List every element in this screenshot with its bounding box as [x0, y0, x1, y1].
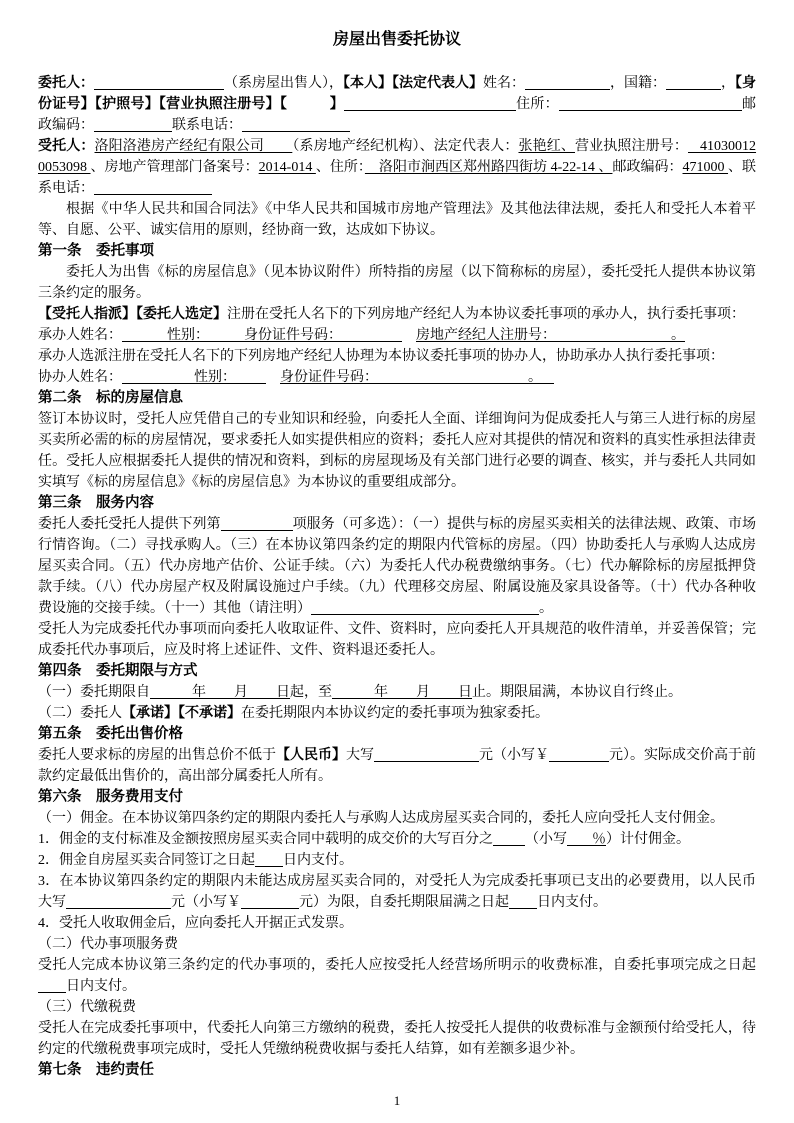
commission-percent-figures-blank[interactable]	[567, 831, 592, 846]
article-6-tax-heading	[38, 997, 756, 1018]
article-1-heading	[38, 241, 756, 262]
bold-text-run: 【受托人指派】【委托人选定】	[38, 307, 227, 322]
text-run: （一）佣金。在本协议第四条约定的期限内委托人与承购人达成房屋买卖合同的，委托人应向受托人支付佣金。	[38, 811, 724, 826]
term-start-date-blank: 年 月 日	[150, 685, 290, 700]
text-run: 营业执照注册号：	[575, 139, 689, 154]
bold-text-run: 【本人】【法定代表人】	[343, 76, 483, 91]
bold-text-run: 【承诺】【不承诺】	[122, 706, 241, 721]
text-run: 第五条 委托出售价格	[38, 726, 183, 742]
other-services-blank[interactable]	[311, 600, 539, 615]
agent-legal-rep-name: 张艳红、	[518, 139, 575, 154]
article-6-item-4	[38, 913, 756, 934]
text-run: （系房地产经纪机构）、法定代表人：	[292, 139, 519, 154]
article-6-agency-fee-heading	[38, 934, 756, 955]
agent-designation-paragraph	[38, 304, 756, 325]
text-run: （系房屋出售人），	[224, 76, 343, 91]
document-title: 房屋出售委托协议	[332, 31, 461, 48]
expense-limit-figures-blank[interactable]	[241, 894, 299, 909]
handler-name-blank[interactable]	[122, 327, 167, 342]
text-run: （三）代缴税费	[38, 1000, 136, 1015]
assistant-name-blank[interactable]	[122, 369, 194, 384]
text-run: 。	[539, 601, 553, 616]
underlined-text-run: 身份证件号码：	[244, 328, 342, 343]
agent-phone-blank[interactable]	[94, 180, 212, 195]
text-run: 住所：	[515, 97, 559, 112]
bold-text-run: 【身份证号】【护照号】【营业执照注册号】【	[38, 76, 756, 112]
article-7-heading	[38, 1060, 756, 1081]
text-run: 、房地产管理部门备案号：	[90, 160, 259, 175]
assistant-designation-paragraph	[38, 346, 756, 367]
agent-company-name: 洛阳洛港房产经纪有限公司	[94, 139, 293, 154]
text-run: 受托人完成本协议第三条约定的代办事项的，委托人应按受托人经营场所明示的收费标准，自委托事项完成之日起	[38, 958, 756, 973]
article-5-body	[38, 745, 756, 787]
handler-gender-blank[interactable]	[209, 327, 244, 342]
text-run: 委托人委托受托人提供下列第	[38, 517, 221, 532]
text-run: 注册在受托人名下的下列房地产经纪人为本协议委托事项的承办人，执行委托事项：	[227, 307, 745, 322]
text-run: 大写	[346, 748, 374, 763]
text-run: 止。期限届满，本协议自行终止。	[472, 685, 682, 700]
article-4-exclusive-line	[38, 703, 756, 724]
underlined-text-run: 房地产经纪人注册号：	[416, 328, 556, 343]
handler-registration-blank[interactable]	[556, 327, 671, 342]
agent-filing-number: 2014-014	[258, 160, 316, 175]
handler-id-blank[interactable]	[342, 327, 402, 342]
commission-payment-days-blank[interactable]	[255, 852, 283, 867]
article-3-heading	[38, 493, 756, 514]
text-run: （一）委托期限自	[38, 685, 150, 700]
text-run: 第二条 标的房屋信息	[38, 390, 183, 406]
text-run: 第七条 违约责任	[38, 1062, 154, 1078]
text-run: 第一条 委托事项	[38, 243, 154, 259]
text-run	[266, 370, 280, 385]
service-fee-days-blank[interactable]	[38, 978, 66, 993]
text-run: 第三条 服务内容	[38, 495, 154, 511]
text-run: 承办人姓名：	[38, 328, 122, 343]
text-run: 1．佣金的支付标准及金额按照房屋买卖合同中载明的成交价的大写百分之	[38, 832, 493, 847]
client-phone-blank[interactable]	[242, 117, 350, 132]
agent-license-number: 410300120053098	[38, 139, 757, 175]
page-number: 1	[393, 1093, 401, 1108]
term-end-date-blank: 年 月 日	[332, 685, 472, 700]
underlined-text-run: 。	[528, 370, 542, 385]
selected-services-blank[interactable]	[221, 516, 293, 531]
text-run: 4．受托人收取佣金后，应向委托人开据正式发票。	[38, 916, 353, 931]
underlined-text-run: 身份证件号码：	[280, 370, 378, 385]
text-run: 第四条 委托期限与方式	[38, 663, 198, 679]
text-run: 承办人选派注册在受托人名下的下列房地产经纪人协理为本协议委托事项的协办人，协助承办人执行委托事项：	[38, 349, 724, 364]
agent-postcode: 471000	[682, 160, 729, 175]
text-run: 委托人为出售《标的房屋信息》（见本协议附件）所特指的房屋（以下简称标的房屋），委托受托人提供本协议第三条约定的服务。	[38, 265, 756, 301]
text-run: 邮政编码：	[38, 97, 757, 133]
article-4-term-line	[38, 682, 756, 703]
article-6-heading	[38, 787, 756, 808]
text-run: 日内支付。	[283, 853, 353, 868]
assistant-gender-blank[interactable]	[236, 369, 266, 384]
text-run: 根据《中华人民共和国合同法》《中华人民共和国城市房地产管理法》及其他法律法规，委托人和受托人本着平等、自愿、公平、诚实信用的原则，经协商一致，达成如下协议。	[38, 202, 756, 238]
text-run: ，国籍：	[610, 76, 666, 91]
price-in-words-blank[interactable]	[374, 747, 479, 762]
article-1-body	[38, 262, 756, 304]
text-run: ，	[721, 76, 735, 91]
client-name-blank[interactable]	[94, 75, 224, 90]
article-6-item-3	[38, 871, 756, 913]
underlined-text-run: ％	[592, 832, 606, 847]
handler-info-line	[38, 325, 756, 346]
client-address-blank[interactable]	[559, 96, 742, 111]
text-run: （二）委托人	[38, 706, 122, 721]
text-run: 项服务（可多选）：（一）提供与标的房屋买卖相关的法律法规、政策、市场行情咨询。（二）寻找承购人。（三）在本协议第四条约定的期限内代管标的房屋。（四）协助委托人与承购人达成房屋买卖合同。（五）代办房地产估价、公证手续。（六）为委托人代办税费缴纳事务。（七）代办解除标的房屋抵押贷款手续。（八）代办房屋产权及附属设施过户手续。（九）代理移交房屋、附属设施及家具设备等。（十）代办各种收费设施的交接手续。（十一）其他（请注明）	[38, 517, 757, 616]
document-body	[38, 73, 756, 1081]
article-6-item-1	[38, 829, 756, 850]
text-run: 起，至	[290, 685, 332, 700]
agent-address: 洛阳市涧西区郑州路四街坊 4-22-14 、	[364, 160, 613, 175]
article-6-tax-body	[38, 1018, 756, 1060]
text-run: 元（小写￥	[479, 748, 549, 763]
text-run	[402, 328, 416, 343]
text-run: 、联系电话：	[38, 160, 757, 196]
text-run: 姓名：	[483, 76, 525, 91]
text-run: 邮政编码：	[612, 160, 683, 175]
article-2-heading	[38, 388, 756, 409]
price-in-figures-blank[interactable]	[549, 747, 609, 762]
bold-text-run: 【人民币】	[276, 748, 346, 763]
text-run: 2．佣金自房屋买卖合同签订之日起	[38, 853, 255, 868]
text-run	[287, 97, 330, 112]
underlined-text-run: 。	[671, 328, 685, 343]
expense-limit-words-blank[interactable]	[66, 894, 171, 909]
article-3-documents	[38, 619, 756, 661]
client-label: 委托人：	[38, 76, 94, 91]
text-run: 、住所：	[315, 160, 365, 175]
assistant-id-blank-tail[interactable]	[542, 369, 554, 384]
text-run: 受托人在完成委托事项中，代委托人向第三方缴纳的税费，委托人按受托人提供的收费标准与金额预付给受托人，待约定的代缴税费事项完成时，受托人凭缴纳税费收据与委托人结算，如有差额多退少补。	[38, 1021, 756, 1057]
text-run: 受托人为完成委托代办事项而向委托人收取证件、文件、资料时，应向委托人开具规范的收件清单，并妥善保管；完成委托代办事项后，应及时将上述证件、文件、资料退还委托人。	[38, 622, 756, 658]
client-id-number-blank[interactable]	[344, 96, 516, 111]
article-4-heading	[38, 661, 756, 682]
article-6-commission-intro	[38, 808, 756, 829]
client-nationality-blank[interactable]	[666, 75, 721, 90]
preamble-paragraph	[38, 199, 756, 241]
agent-license-blank-tail[interactable]	[688, 138, 700, 153]
text-run: 元（小写￥	[171, 895, 241, 910]
client-postcode-blank[interactable]	[94, 117, 172, 132]
text-run: 联系电话：	[172, 118, 242, 133]
party-client-paragraph	[38, 73, 756, 136]
article-2-body	[38, 409, 756, 493]
text-run: 日内支付。	[537, 895, 607, 910]
agent-label: 受托人：	[38, 139, 95, 154]
assistant-info-line	[38, 367, 756, 388]
client-person-name-blank[interactable]	[525, 75, 610, 90]
text-run: 日内支付。	[66, 979, 136, 994]
expense-payment-days-blank[interactable]	[509, 894, 537, 909]
text-run: 签订本协议时，受托人应凭借自己的专业知识和经验，向委托人全面、详细询问为促成委托人与第三人进行标的房屋买卖所必需的标的房屋情况，要求委托人如实提供相应的资料；委托人应对其提供的情况和资料的真实性承担法律责任。受托人应根据委托人提供的情况和资料，到标的房屋现场及有关部门进行必要的调查、核实，并与委托人共同如实填写《标的房屋信息》《标的房屋信息》为本协议的重要组成部分。	[38, 412, 756, 490]
text-run: （二）代办事项服务费	[38, 937, 178, 952]
underlined-text-run: 性别：	[194, 370, 236, 385]
article-6-agency-fee-body	[38, 955, 756, 997]
text-run: （小写	[525, 832, 567, 847]
text-run: 元）为限，自委托期限届满之日起	[299, 895, 509, 910]
underlined-text-run: 性别：	[167, 328, 209, 343]
text-run: 元）。实际成交价高于前款约定最低出售价的，高出部分属委托人所有。	[38, 748, 756, 784]
text-run: 第六条 服务费用支付	[38, 789, 183, 805]
text-run: 委托人要求标的房屋的出售总价不低于	[38, 748, 276, 763]
party-agent-paragraph	[38, 136, 756, 199]
text-run: 3．在本协议第四条约定的期限内未能达成房屋买卖合同的，对受托人为完成委托事项已支出的必要费用，以人民币大写	[38, 874, 756, 910]
article-5-heading	[38, 724, 756, 745]
text-run: 在委托期限内本协议约定的委托事项为独家委托。	[241, 706, 549, 721]
article-6-item-2	[38, 850, 756, 871]
article-3-services	[38, 514, 756, 619]
commission-percent-words-blank[interactable]	[493, 831, 525, 846]
bold-text-run: 】	[329, 97, 344, 112]
assistant-id-blank[interactable]	[378, 369, 528, 384]
text-run: ）计付佣金。	[606, 832, 690, 847]
text-run: 协办人姓名：	[38, 370, 122, 385]
